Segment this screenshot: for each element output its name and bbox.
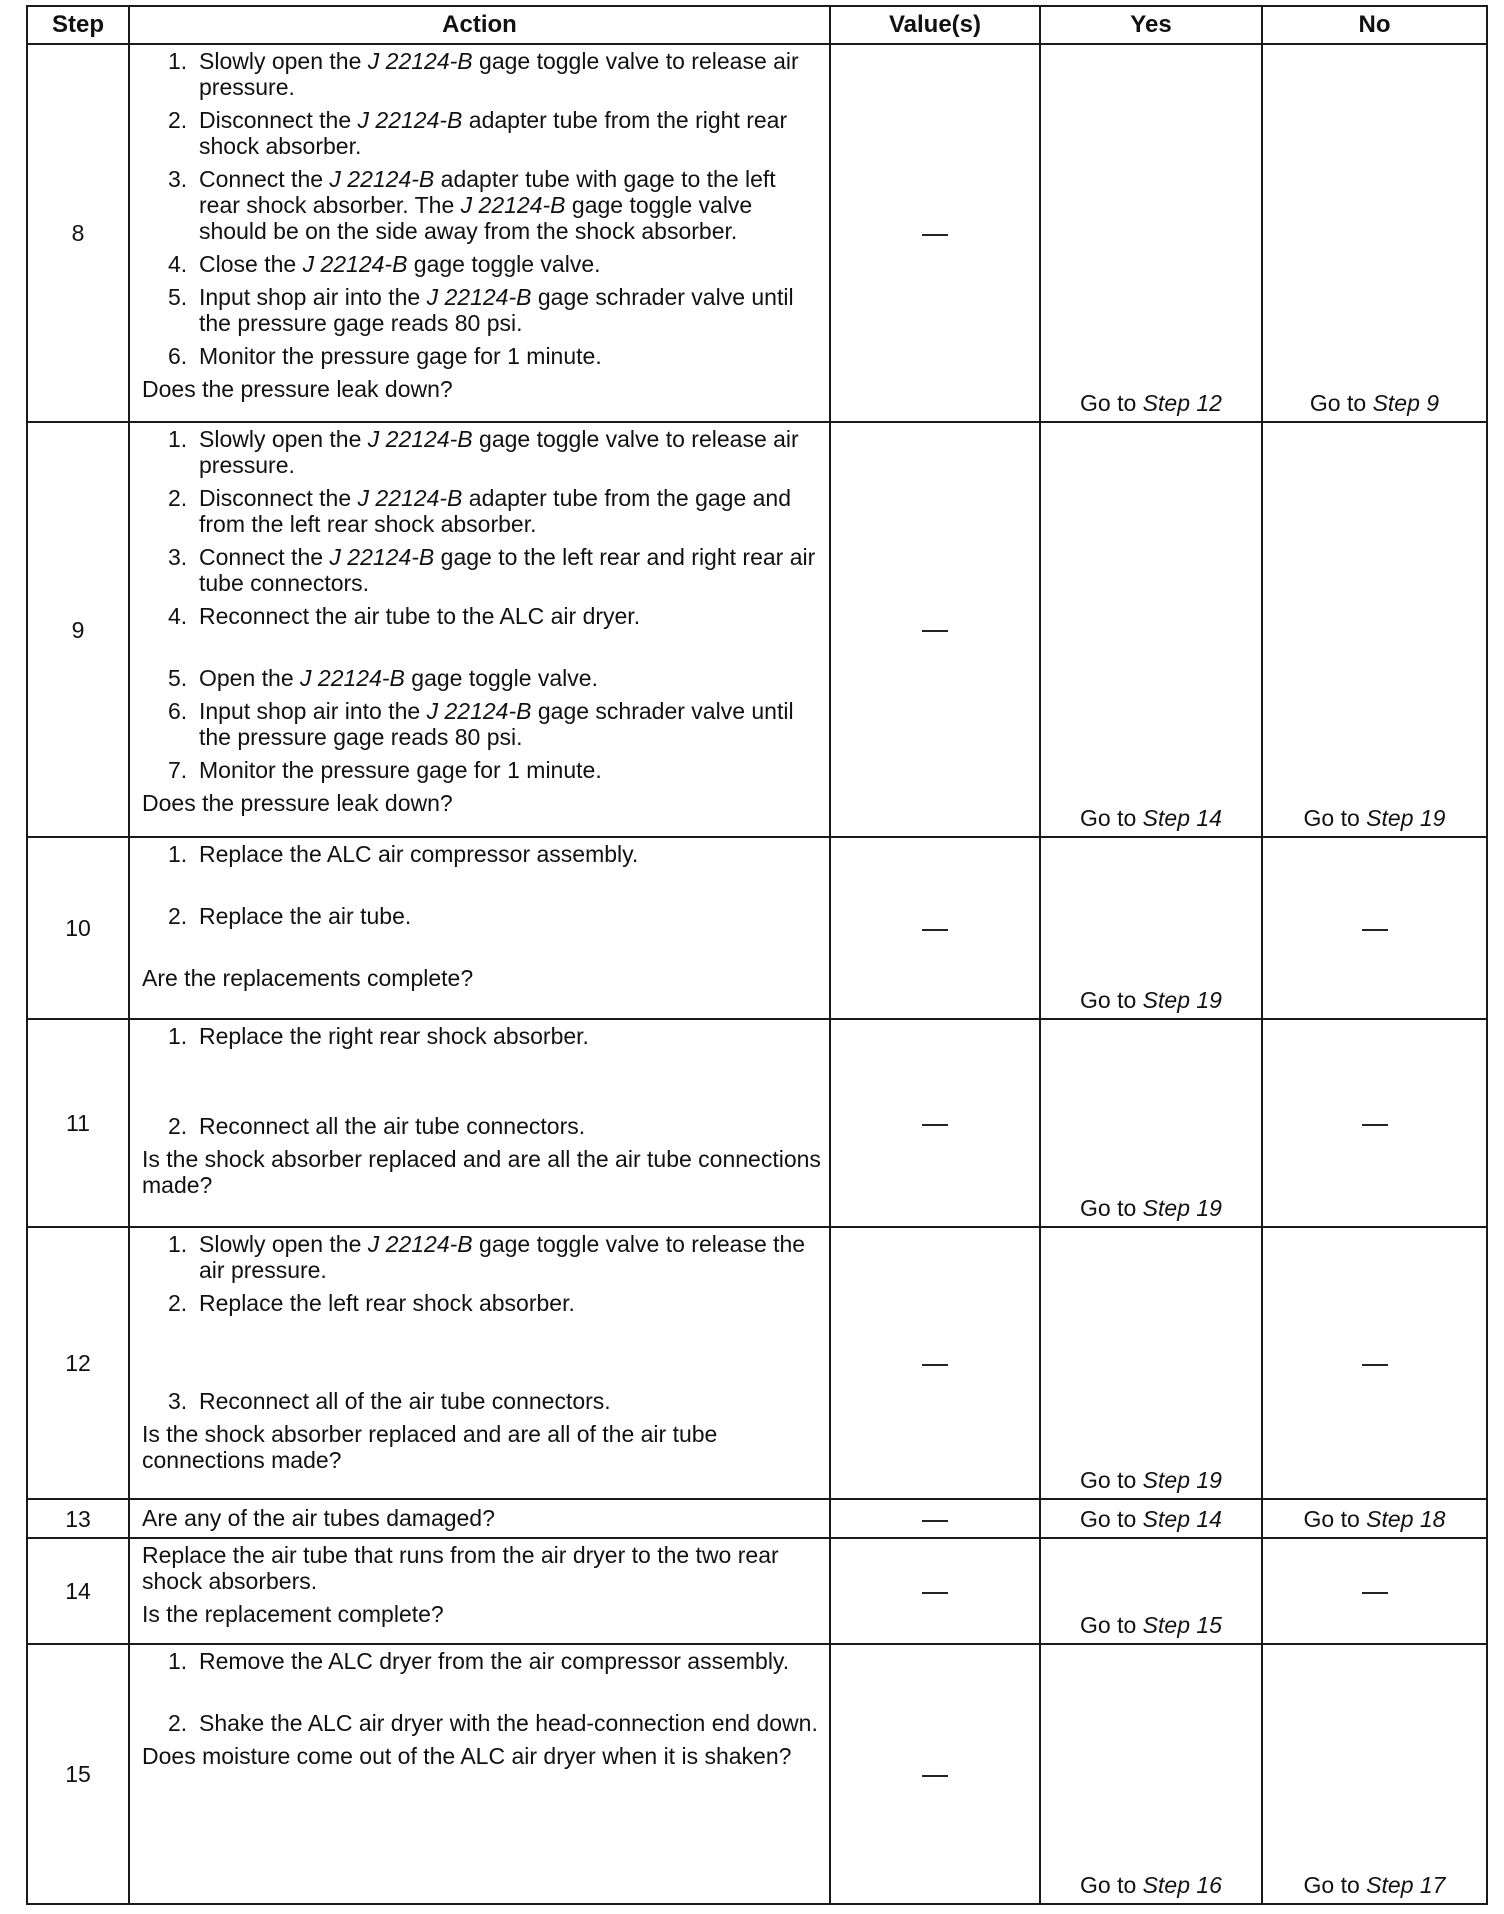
step-number: 8 bbox=[27, 44, 129, 422]
action-question: Does moisture come out of the ALC air dryer when it is shaken? bbox=[142, 1743, 792, 1770]
list-item: 1. Slowly open the J 22124-B gage toggle valve to release air pressure. bbox=[168, 48, 799, 100]
action-question: Does the pressure leak down? bbox=[142, 789, 453, 816]
step-number: 11 bbox=[27, 1019, 129, 1227]
dash-mark bbox=[922, 1124, 948, 1126]
dash-mark bbox=[922, 929, 948, 931]
yes-target: Step 15 bbox=[1142, 1612, 1222, 1639]
dash-mark bbox=[922, 1520, 948, 1522]
diagnostic-table bbox=[26, 5, 1488, 1905]
action-list bbox=[142, 48, 821, 369]
action-cell bbox=[129, 44, 830, 422]
action-cell bbox=[129, 422, 830, 837]
yes-cell: Go to Step 12 bbox=[1040, 44, 1262, 422]
list-item: 1. Remove the ALC dryer from the air compressor assembly. bbox=[168, 1648, 790, 1675]
no-target: Step 18 bbox=[1366, 1505, 1446, 1532]
no-cell bbox=[1262, 1019, 1487, 1227]
no-cell: Go to Step 9 bbox=[1262, 44, 1487, 422]
table-row bbox=[27, 837, 1487, 1019]
value-cell bbox=[830, 1644, 1040, 1904]
table-row bbox=[27, 1019, 1487, 1227]
no-target: Step 9 bbox=[1372, 389, 1440, 416]
action-question: Is the shock absorber replaced and are all of the air tube connections made? bbox=[142, 1420, 718, 1473]
yes-target: Step 14 bbox=[1142, 805, 1222, 832]
list-item: 2. Shake the ALC air dryer with the head-connection end down. bbox=[168, 1710, 818, 1737]
dash-mark bbox=[922, 1592, 948, 1594]
list-item: 4. Close the J 22124-B gage toggle valve. bbox=[168, 250, 601, 277]
value-cell bbox=[830, 1538, 1040, 1644]
dash-mark bbox=[922, 630, 948, 632]
list-item: 2. Disconnect the J 22124-B adapter tube from the right rear shock absorber. bbox=[168, 106, 788, 159]
list-item: 2. Replace the left rear shock absorber. bbox=[168, 1289, 575, 1316]
action-cell bbox=[129, 1227, 830, 1499]
action-list bbox=[142, 841, 821, 929]
header-step: Step bbox=[27, 6, 129, 44]
list-item: 3. Reconnect all of the air tube connectors. bbox=[168, 1387, 611, 1414]
list-item: 1. Replace the ALC air compressor assembly. bbox=[168, 841, 639, 868]
step-number: 12 bbox=[27, 1227, 129, 1499]
action-cell bbox=[129, 1019, 830, 1227]
yes-target: Step 12 bbox=[1142, 389, 1222, 416]
list-item: 5. Open the J 22124-B gage toggle valve. bbox=[168, 664, 598, 691]
no-cell bbox=[1262, 837, 1487, 1019]
value-cell bbox=[830, 422, 1040, 837]
header-action: Action bbox=[129, 6, 830, 44]
action-cell bbox=[129, 1499, 830, 1538]
list-item: 1. Slowly open the J 22124-B gage toggle valve to release air pressure. bbox=[168, 425, 799, 478]
no-target: Step 19 bbox=[1366, 805, 1446, 832]
list-item: 6. Monitor the pressure gage for 1 minute. bbox=[168, 342, 602, 369]
yes-target: Step 19 bbox=[1142, 1466, 1222, 1493]
table-row bbox=[27, 1644, 1487, 1904]
no-cell: Go to Step 17 bbox=[1262, 1644, 1487, 1904]
step-number: 15 bbox=[27, 1644, 129, 1904]
header-yes: Yes bbox=[1040, 6, 1262, 44]
action-question: Does the pressure leak down? bbox=[142, 375, 453, 402]
table-header-row bbox=[27, 6, 1487, 44]
yes-cell: Go to Step 19 bbox=[1040, 1227, 1262, 1499]
action-cell bbox=[129, 1644, 830, 1904]
action-list bbox=[142, 1023, 821, 1139]
list-item: 3. Connect the J 22124-B adapter tube with gage to the left rear shock absorber. The J 22124-B gage toggle valve should be on the side away from the shock absorber. bbox=[168, 165, 776, 244]
action-list bbox=[142, 1648, 821, 1736]
dash-mark bbox=[922, 234, 948, 236]
header-no: No bbox=[1262, 6, 1487, 44]
list-item: 2. Reconnect all the air tube connectors. bbox=[168, 1112, 586, 1139]
yes-cell: Go to Step 19 bbox=[1040, 837, 1262, 1019]
table-row bbox=[27, 1538, 1487, 1644]
step-number: 9 bbox=[27, 422, 129, 837]
list-item: 4. Reconnect the air tube to the ALC air dryer. bbox=[168, 602, 641, 629]
action-instruction: Replace the air tube that runs from the air dryer to the two rear shock absorbers. bbox=[142, 1542, 779, 1595]
no-cell bbox=[1262, 1538, 1487, 1644]
no-cell bbox=[1262, 1227, 1487, 1499]
list-item: 7. Monitor the pressure gage for 1 minute. bbox=[168, 756, 602, 783]
list-item: 3. Connect the J 22124-B gage to the left rear and right rear air tube connectors. bbox=[168, 543, 816, 596]
dash-mark bbox=[1362, 929, 1388, 931]
list-item: 2. Replace the air tube. bbox=[168, 903, 412, 930]
value-cell bbox=[830, 837, 1040, 1019]
action-question: Are any of the air tubes damaged? bbox=[142, 1504, 495, 1531]
yes-target: Step 19 bbox=[1142, 986, 1222, 1013]
action-list bbox=[142, 426, 821, 783]
value-cell bbox=[830, 1499, 1040, 1538]
dash-mark bbox=[1362, 1124, 1388, 1126]
list-item: 1. Slowly open the J 22124-B gage toggle valve to release the air pressure. bbox=[168, 1230, 806, 1283]
yes-cell: Go to Step 15 bbox=[1040, 1538, 1262, 1644]
yes-target: Step 16 bbox=[1142, 1872, 1222, 1899]
dash-mark bbox=[922, 1775, 948, 1777]
dash-mark bbox=[1362, 1364, 1388, 1366]
list-item: 6. Input shop air into the J 22124-B gage schrader valve until the pressure gage reads 80 psi. bbox=[168, 697, 794, 750]
step-number: 13 bbox=[27, 1499, 129, 1538]
value-cell bbox=[830, 1019, 1040, 1227]
list-item: 5. Input shop air into the J 22124-B gage schrader valve until the pressure gage reads 80 psi. bbox=[168, 283, 794, 336]
table-row bbox=[27, 422, 1487, 837]
table-row bbox=[27, 1227, 1487, 1499]
step-number: 10 bbox=[27, 837, 129, 1019]
list-item: 2. Disconnect the J 22124-B adapter tube from the gage and from the left rear shock absorber. bbox=[168, 484, 792, 537]
dash-mark bbox=[1362, 1592, 1388, 1594]
yes-cell: Go to Step 16 bbox=[1040, 1644, 1262, 1904]
action-question: Are the replacements complete? bbox=[142, 965, 474, 992]
action-question: Is the shock absorber replaced and are all the air tube connections made? bbox=[142, 1145, 821, 1198]
value-cell bbox=[830, 1227, 1040, 1499]
action-question: Is the replacement complete? bbox=[142, 1601, 444, 1628]
action-list bbox=[142, 1231, 821, 1414]
action-cell bbox=[129, 1538, 830, 1644]
no-cell: Go to Step 18 bbox=[1262, 1499, 1487, 1538]
step-number: 14 bbox=[27, 1538, 129, 1644]
list-item: 1. Replace the right rear shock absorber. bbox=[168, 1022, 589, 1049]
table-row bbox=[27, 1499, 1487, 1538]
value-cell bbox=[830, 44, 1040, 422]
yes-cell: Go to Step 19 bbox=[1040, 1019, 1262, 1227]
no-cell: Go to Step 19 bbox=[1262, 422, 1487, 837]
yes-target: Step 14 bbox=[1142, 1505, 1222, 1532]
no-target: Step 17 bbox=[1366, 1872, 1446, 1899]
yes-cell: Go to Step 14 bbox=[1040, 422, 1262, 837]
header-values: Value(s) bbox=[830, 6, 1040, 44]
table-row bbox=[27, 44, 1487, 422]
action-cell bbox=[129, 837, 830, 1019]
yes-cell: Go to Step 14 bbox=[1040, 1499, 1262, 1538]
dash-mark bbox=[922, 1364, 948, 1366]
yes-target: Step 19 bbox=[1142, 1194, 1222, 1221]
